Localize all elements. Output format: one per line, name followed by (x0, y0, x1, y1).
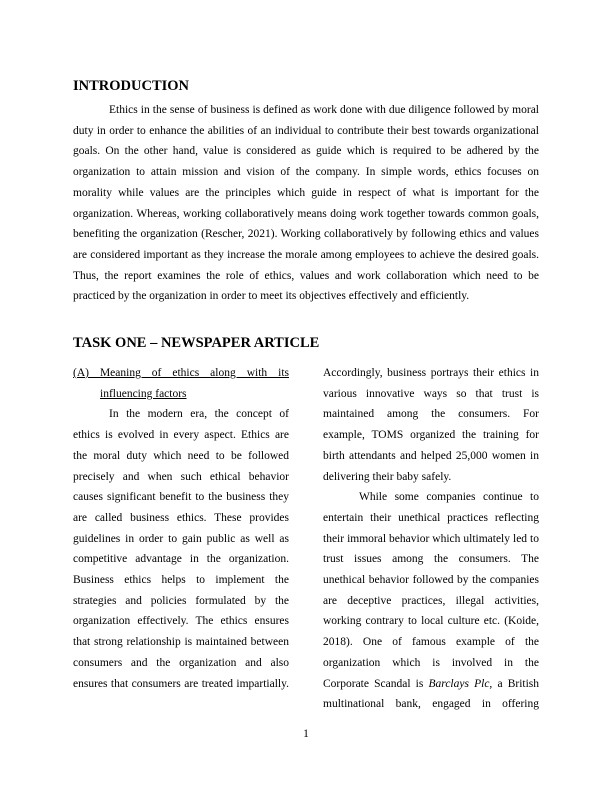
company-name: Barclays Plc (428, 677, 490, 690)
right-column (323, 363, 539, 715)
introduction-paragraph: Ethics in the sense of business is defined as work done with due diligence followed by moral duty in order to enhance the abilities of an individual to contribute their best towards organizational goals. On the other hand, value is considered as guide which is required to be adhered by the organization to attain mission and vision of the company. In simple words, ethics focuses on morality while values are the principles which guide in respect of what is important for the organization. Whereas, working collaboratively means doing work together towards common goals, benefiting the organization (Rescher, 2021). Working collaboratively by following ethics and values are considered important as they increase the morale among employees to achieve the desired goals. Thus, the report examines the role of ethics, values and work collaboration which need to be practiced by the organization in order to meet its objectives effectively and efficiently. (73, 104, 539, 303)
subheading-meaning-of-ethics: (A) Meaning of ethics along with its influencing factors (73, 367, 289, 400)
left-column-paragraph: In the modern era, the concept of ethics is evolved in every aspect. Ethics are the moral duty which need to be followed precisely and when such ethical behavior causes significant benefit to the business they are called business ethics. These provides guidelines in order to gain public as well as competitive advantage in the organization. Business ethics helps to implement the strategies and policies formulated by the organization effectively. The ethics ensures that strong relationship is maintained between consumers and the organization and also ensures that consumers are treated impartially. (73, 408, 289, 690)
paragraph-2-text: While some companies continue to entertain their unethical practices reflecting their immoral behavior which ultimately led to trust issues among the consumers. The unethical behavior followed by the companies are deceptive practices, illegal activities, working contrary to local culture etc. (Koide, 2018). One of famous example of the organization which is involved in the Corporate Scandal is (323, 491, 539, 690)
left-column (73, 363, 289, 694)
page-number: 1 (303, 728, 309, 740)
right-column-paragraph-2 (323, 487, 539, 715)
introduction-heading: INTRODUCTION (73, 78, 190, 94)
paragraph-2-text-end: , a British multinational bank, engaged in offering (323, 677, 539, 711)
task-one-heading: TASK ONE – NEWSPAPER ARTICLE (73, 335, 320, 351)
right-column-paragraph-1: Accordingly, business portrays their ethics in various innovative ways so that trust is maintained among the consumers. For example, TOMS organized the training for birth attendants and helped 25,000 women in delivering their baby safely. (323, 367, 539, 483)
